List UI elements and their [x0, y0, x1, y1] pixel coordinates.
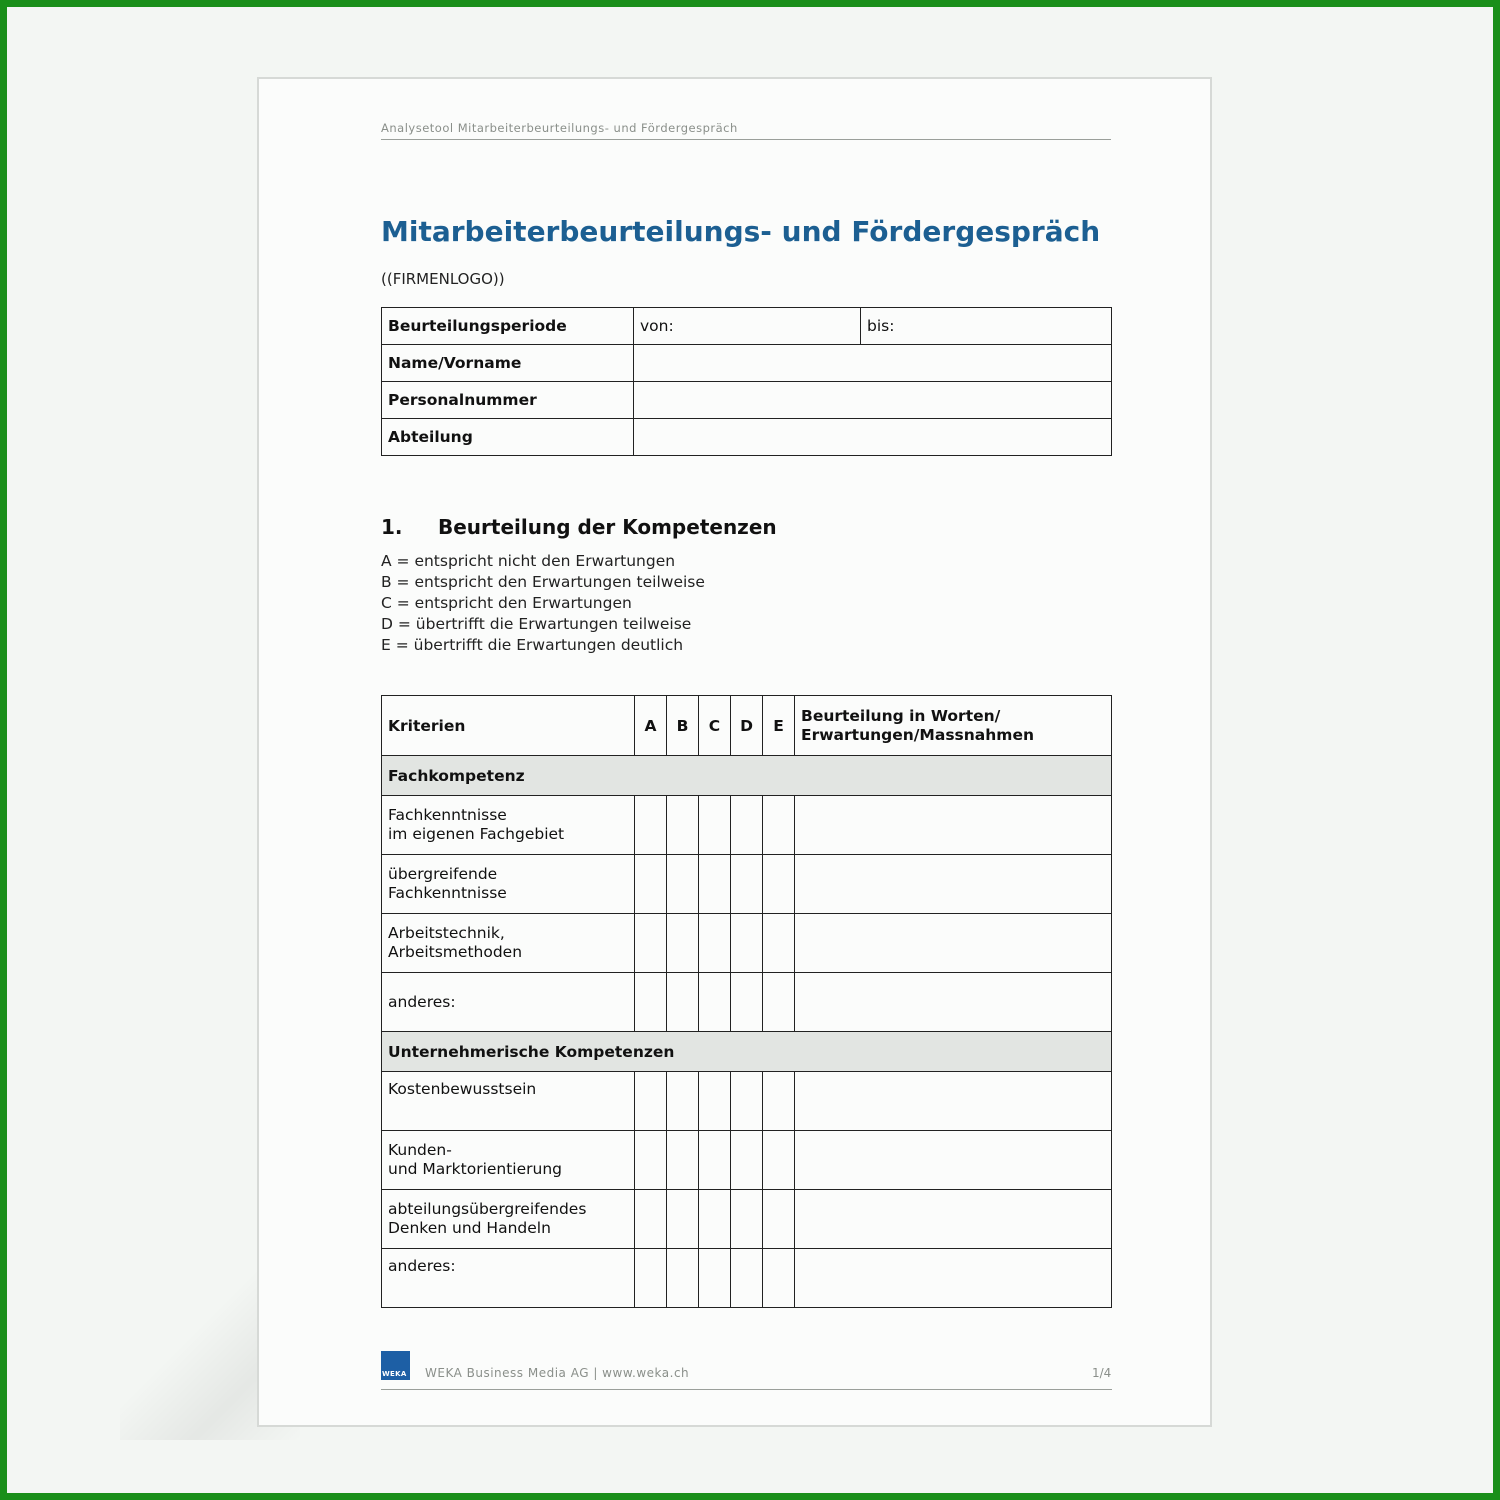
grade-cell-b[interactable] [667, 1249, 699, 1308]
personnel-number-label: Personalnummer [382, 382, 634, 419]
period-label: Beurteilungsperiode [382, 308, 634, 345]
criterion-line: und Marktorientierung [388, 1160, 563, 1178]
criterion-line: Fachkenntnisse [388, 884, 507, 902]
grade-cell-e[interactable] [763, 1249, 795, 1308]
grade-cell-d[interactable] [731, 1249, 763, 1308]
criterion-line: anderes: [388, 1257, 456, 1275]
comment-cell[interactable] [795, 1190, 1112, 1249]
grade-cell-e[interactable] [763, 855, 795, 914]
grade-cell-c[interactable] [699, 1249, 731, 1308]
logo-text: WEKA [382, 1370, 407, 1378]
criterion-label [382, 1131, 635, 1190]
criteria-row [382, 973, 1112, 1032]
grade-cell-d[interactable] [731, 796, 763, 855]
grade-cell-c[interactable] [699, 914, 731, 973]
grade-cell-b[interactable] [667, 1131, 699, 1190]
period-from-field[interactable]: von: [634, 308, 861, 345]
criterion-label [382, 1190, 635, 1249]
department-label: Abteilung [382, 419, 634, 456]
group-row [382, 1032, 1112, 1072]
grade-cell-d[interactable] [731, 973, 763, 1032]
grade-cell-c[interactable] [699, 1072, 731, 1131]
comment-cell[interactable] [795, 914, 1112, 973]
grade-cell-a[interactable] [635, 914, 667, 973]
legend-item: D = übertrifft die Erwartungen teilweise [381, 615, 692, 633]
running-header: Analysetool Mitarbeiterbeurteilungs- und Fördergespräch [381, 121, 1111, 140]
grade-cell-e[interactable] [763, 1131, 795, 1190]
personnel-number-field[interactable] [634, 382, 1112, 419]
criterion-line: Fachkenntnisse [388, 806, 507, 824]
grade-header-d: D [731, 696, 763, 756]
section-heading [381, 515, 777, 539]
group-row [382, 756, 1112, 796]
criterion-line: im eigenen Fachgebiet [388, 825, 565, 843]
comment-cell[interactable] [795, 796, 1112, 855]
criterion-line: übergreifende [388, 865, 498, 883]
criteria-row [382, 1190, 1112, 1249]
info-row-department [382, 419, 1112, 456]
grade-header-c: C [699, 696, 731, 756]
document-title: Mitarbeiterbeurteilungs- und Fördergespräch [381, 215, 1101, 248]
criterion-line: Denken und Handeln [388, 1219, 551, 1237]
comment-cell[interactable] [795, 855, 1112, 914]
comment-cell[interactable] [795, 1249, 1112, 1308]
grade-legend [381, 551, 705, 656]
period-to-field[interactable]: bis: [861, 308, 1112, 345]
criterion-line: Kunden- [388, 1141, 452, 1159]
info-row-period [382, 308, 1112, 345]
info-row-personnel [382, 382, 1112, 419]
section-number: 1. [381, 515, 403, 539]
grade-cell-e[interactable] [763, 973, 795, 1032]
grade-cell-d[interactable] [731, 855, 763, 914]
grade-cell-a[interactable] [635, 1190, 667, 1249]
legend-item: E = übertrifft die Erwartungen deutlich [381, 636, 684, 654]
grade-header-a: A [635, 696, 667, 756]
logo-placeholder: ((FIRMENLOGO)) [381, 270, 505, 288]
grade-cell-d[interactable] [731, 1131, 763, 1190]
document-page [257, 77, 1212, 1427]
grade-cell-a[interactable] [635, 796, 667, 855]
grade-cell-e[interactable] [763, 1190, 795, 1249]
grade-cell-b[interactable] [667, 855, 699, 914]
comment-cell[interactable] [795, 1131, 1112, 1190]
grade-cell-d[interactable] [731, 1190, 763, 1249]
grade-cell-b[interactable] [667, 796, 699, 855]
grade-header-b: B [667, 696, 699, 756]
grade-cell-e[interactable] [763, 914, 795, 973]
grade-cell-b[interactable] [667, 1072, 699, 1131]
grade-cell-a[interactable] [635, 1131, 667, 1190]
criterion-label [382, 973, 635, 1032]
grade-cell-e[interactable] [763, 1072, 795, 1131]
grade-cell-a[interactable] [635, 1072, 667, 1131]
grade-cell-e[interactable] [763, 796, 795, 855]
weka-logo [381, 1351, 410, 1380]
info-table [381, 307, 1112, 456]
info-row-name [382, 345, 1112, 382]
criterion-label [382, 855, 635, 914]
name-label: Name/Vorname [382, 345, 634, 382]
criteria-row [382, 1131, 1112, 1190]
criteria-row [382, 1249, 1112, 1308]
grade-cell-c[interactable] [699, 1131, 731, 1190]
footer-company: WEKA Business Media AG | www.weka.ch [425, 1366, 690, 1380]
comment-header-line: Erwartungen/Massnahmen [801, 725, 1034, 744]
grade-cell-c[interactable] [699, 973, 731, 1032]
comment-header-line: Beurteilung in Worten/ [801, 706, 1001, 725]
criterion-line: Arbeitsmethoden [388, 943, 523, 961]
criterion-label [382, 796, 635, 855]
grade-cell-b[interactable] [667, 1190, 699, 1249]
legend-item: A = entspricht nicht den Erwartungen [381, 552, 676, 570]
grade-cell-b[interactable] [667, 973, 699, 1032]
criteria-column-header: Kriterien [382, 696, 635, 756]
criterion-label [382, 1072, 635, 1131]
page-number: 1/4 [1092, 1366, 1112, 1380]
grade-cell-a[interactable] [635, 1249, 667, 1308]
grade-cell-d[interactable] [731, 914, 763, 973]
criterion-line: abteilungsübergreifendes [388, 1200, 587, 1218]
grade-cell-a[interactable] [635, 973, 667, 1032]
comment-cell[interactable] [795, 1072, 1112, 1131]
section-title: Beurteilung der Kompetenzen [438, 515, 777, 539]
grade-cell-c[interactable] [699, 796, 731, 855]
criteria-row [382, 796, 1112, 855]
grade-cell-c[interactable] [699, 1190, 731, 1249]
criterion-label [382, 914, 635, 973]
grade-cell-b[interactable] [667, 914, 699, 973]
department-field[interactable] [634, 419, 1112, 456]
legend-item: B = entspricht den Erwartungen teilweise [381, 573, 705, 591]
criterion-line: Kostenbewusstsein [388, 1080, 537, 1098]
comment-column-header [795, 696, 1112, 756]
grade-cell-c[interactable] [699, 855, 731, 914]
criteria-row [382, 914, 1112, 973]
comment-cell[interactable] [795, 973, 1112, 1032]
group-title: Fachkompetenz [382, 756, 1112, 796]
criteria-table [381, 695, 1112, 1308]
criteria-row [382, 855, 1112, 914]
group-title: Unternehmerische Kompetenzen [382, 1032, 1112, 1072]
grade-cell-d[interactable] [731, 1072, 763, 1131]
criteria-row [382, 1072, 1112, 1131]
legend-item: C = entspricht den Erwartungen [381, 594, 632, 612]
criteria-header-row [382, 696, 1112, 756]
grade-cell-a[interactable] [635, 855, 667, 914]
grade-header-e: E [763, 696, 795, 756]
criterion-line: anderes: [388, 992, 456, 1011]
footer-rule [381, 1389, 1112, 1390]
criterion-line: Arbeitstechnik, [388, 924, 505, 942]
criterion-label [382, 1249, 635, 1308]
name-field[interactable] [634, 345, 1112, 382]
